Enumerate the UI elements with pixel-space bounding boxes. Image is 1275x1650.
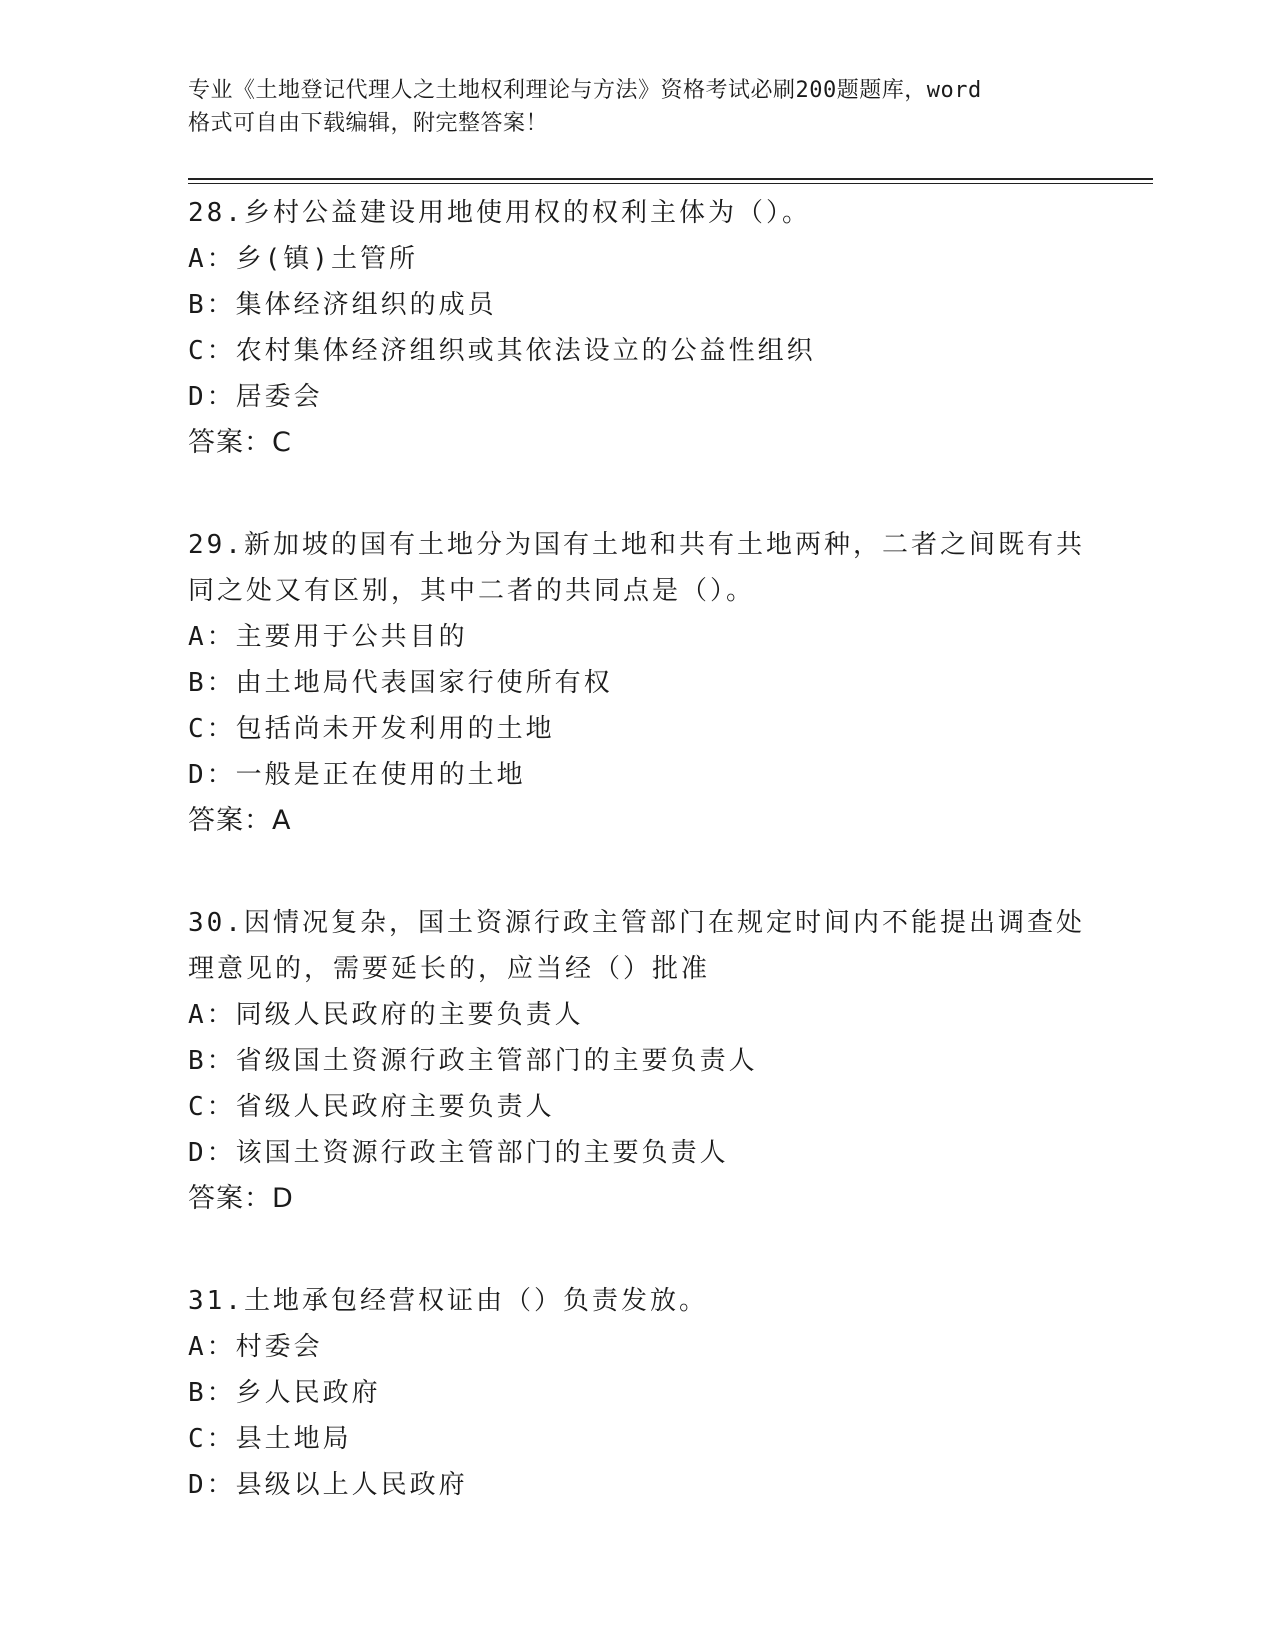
answer-option: A：乡(镇)土管所 bbox=[188, 244, 418, 274]
answer-option: A：村委会 bbox=[188, 1332, 323, 1362]
answer-option: B：集体经济组织的成员 bbox=[188, 290, 497, 320]
answer-option: C：省级人民政府主要负责人 bbox=[188, 1092, 555, 1122]
answer-option: C：包括尚未开发利用的土地 bbox=[188, 714, 555, 744]
document-header bbox=[188, 74, 1088, 140]
answer-option: C：县土地局 bbox=[188, 1424, 352, 1454]
answer-option: D：居委会 bbox=[188, 382, 323, 412]
correct-answer: 答案：D bbox=[188, 1183, 294, 1214]
answer-option: D：县级以上人民政府 bbox=[188, 1470, 468, 1500]
question-stem bbox=[188, 522, 1088, 614]
answer-option: A：主要用于公共目的 bbox=[188, 622, 468, 652]
question-block bbox=[188, 1278, 1088, 1508]
header-divider-thin bbox=[188, 183, 1153, 184]
answer-option: A：同级人民政府的主要负责人 bbox=[188, 1000, 584, 1030]
question-stem bbox=[188, 1278, 1088, 1324]
question-stem-line: 30.因情况复杂，国土资源行政主管部门在规定时间内不能提出调查处 bbox=[188, 908, 1085, 938]
header-line-2: 格式可自由下载编辑，附完整答案！ bbox=[188, 111, 549, 136]
answer-option: D：一般是正在使用的土地 bbox=[188, 760, 526, 790]
question-stem-line: 同之处又有区别，其中二者的共同点是（）。 bbox=[188, 576, 756, 606]
question-stem-line: 29.新加坡的国有土地分为国有土地和共有土地两种，二者之间既有共 bbox=[188, 530, 1085, 560]
answer-option: C：农村集体经济组织或其依法设立的公益性组织 bbox=[188, 336, 816, 366]
question-block bbox=[188, 522, 1088, 844]
question-stem bbox=[188, 190, 1088, 236]
question-stem-line: 28.乡村公益建设用地使用权的权利主体为（）。 bbox=[188, 198, 811, 228]
question-stem-line: 31.土地承包经营权证由（）负责发放。 bbox=[188, 1286, 708, 1316]
question-list bbox=[188, 190, 1088, 1564]
question-block bbox=[188, 190, 1088, 466]
answer-option: B：由土地局代表国家行使所有权 bbox=[188, 668, 613, 698]
answer-option: D：该国土资源行政主管部门的主要负责人 bbox=[188, 1138, 729, 1168]
answer-option: B：省级国土资源行政主管部门的主要负责人 bbox=[188, 1046, 758, 1076]
answer-option: B：乡人民政府 bbox=[188, 1378, 381, 1408]
header-line-1: 专业《土地登记代理人之土地权利理论与方法》资格考试必刷200题题库，word bbox=[188, 78, 982, 103]
question-stem bbox=[188, 900, 1088, 992]
question-block bbox=[188, 900, 1088, 1222]
header-divider-thick bbox=[188, 178, 1153, 180]
question-stem-line: 理意见的，需要延长的，应当经（）批准 bbox=[188, 954, 711, 984]
correct-answer: 答案：C bbox=[188, 427, 292, 458]
correct-answer: 答案：A bbox=[188, 805, 292, 836]
